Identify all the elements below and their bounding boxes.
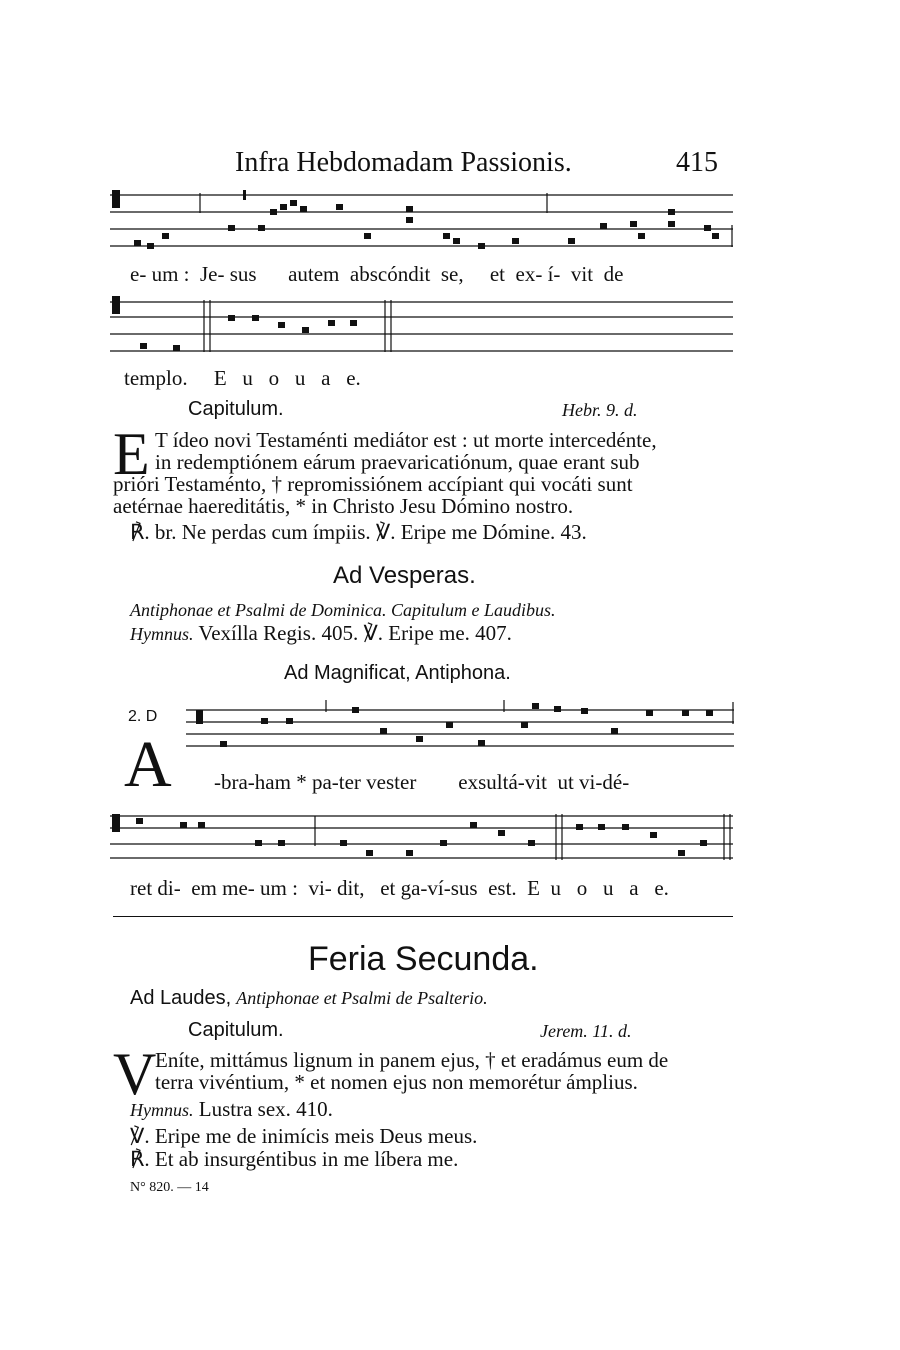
chant-lyrics-2: templo. E u o u a e. xyxy=(124,366,361,390)
laudes-note: Antiphonae et Psalmi de Psalterio. xyxy=(236,988,488,1008)
capitulum-line-4: aetérnae haereditátis, * in Christo Jesu Dómino nostro. xyxy=(113,494,574,518)
magnificat-lyrics-1: -bra-ham * pa-ter vester exsultá-vit ut vi-dé- xyxy=(214,770,630,794)
running-title: Infra Hebdomadam Passionis. xyxy=(235,147,572,178)
feria-hymnus-label: Hymnus. xyxy=(130,1100,194,1120)
drop-cap-initial: E xyxy=(113,421,150,487)
responsory-line: ℟. br. Ne perdas cum ímpiis. ℣. Eripe me Dómine. 43. xyxy=(130,520,587,544)
capitulum-heading: Capitulum. xyxy=(188,398,284,420)
laudes-label: Ad Laudes, xyxy=(130,987,232,1009)
printer-signature: N° 820. — 14 xyxy=(130,1180,209,1195)
feria-capitulum-heading: Capitulum. xyxy=(188,1019,284,1041)
chant-staff-4 xyxy=(110,810,735,870)
feria-capitulum-line-1: Eníte, mittámus lignum in panem ejus, † et eradámus eum de xyxy=(155,1048,669,1072)
response-line: ℟. Et ab insurgéntibus in me líbera me. xyxy=(130,1147,459,1171)
vesperas-hymnus-line xyxy=(130,623,512,646)
hymnus-text: Vexílla Regis. 405. ℣. Eripe me. 407. xyxy=(193,621,512,645)
capitulum-line-3: prióri Testaménto, † repromissiónem accípiant qui vocáti sunt xyxy=(113,472,633,496)
section-divider xyxy=(113,916,733,917)
capitulum-line-2: in redemptiónem eárum praevaricatiónum, quae erant sub xyxy=(155,450,640,474)
laudes-line xyxy=(130,987,488,1010)
magnificat-initial: A xyxy=(124,728,172,801)
vesperas-title: Ad Vesperas. xyxy=(333,562,476,589)
feria-drop-cap: V xyxy=(113,1041,157,1107)
chant-lyrics-1: e- um : Je- sus autem abscóndit se, et ex- í- vit de xyxy=(130,262,624,286)
feria-capitulum-line-2: terra vivéntium, * et nomen ejus non memorétur ámplius. xyxy=(155,1070,638,1094)
chant-staff-2 xyxy=(110,290,735,365)
feria-hymnus-text: Lustra sex. 410. xyxy=(193,1097,333,1121)
magnificat-title: Ad Magnificat, Antiphona. xyxy=(284,662,511,684)
vesperas-antiphonae-line: Antiphonae et Psalmi de Dominica. Capitulum e Laudibus. xyxy=(130,600,556,620)
page-number: 415 xyxy=(676,147,718,178)
capitulum-line-1: T ídeo novi Testaménti mediátor est : ut morte intercedénte, xyxy=(155,428,657,452)
capitulum-reference: Hebr. 9. d. xyxy=(562,400,638,420)
feria-hymnus-line xyxy=(130,1099,333,1122)
chant-staff-1 xyxy=(110,185,735,260)
magnificat-lyrics-2: ret di- em me- um : vi- dit, et ga-ví-sus est. E u o u a e. xyxy=(130,876,669,900)
chant-staff-3 xyxy=(186,698,736,758)
mode-indicator: 2. D xyxy=(128,708,158,725)
feria-title: Feria Secunda. xyxy=(308,940,539,978)
feria-capitulum-reference: Jerem. 11. d. xyxy=(540,1021,632,1041)
versicle-line: ℣. Eripe me de inimícis meis Deus meus. xyxy=(130,1124,478,1148)
hymnus-label: Hymnus. xyxy=(130,624,194,644)
